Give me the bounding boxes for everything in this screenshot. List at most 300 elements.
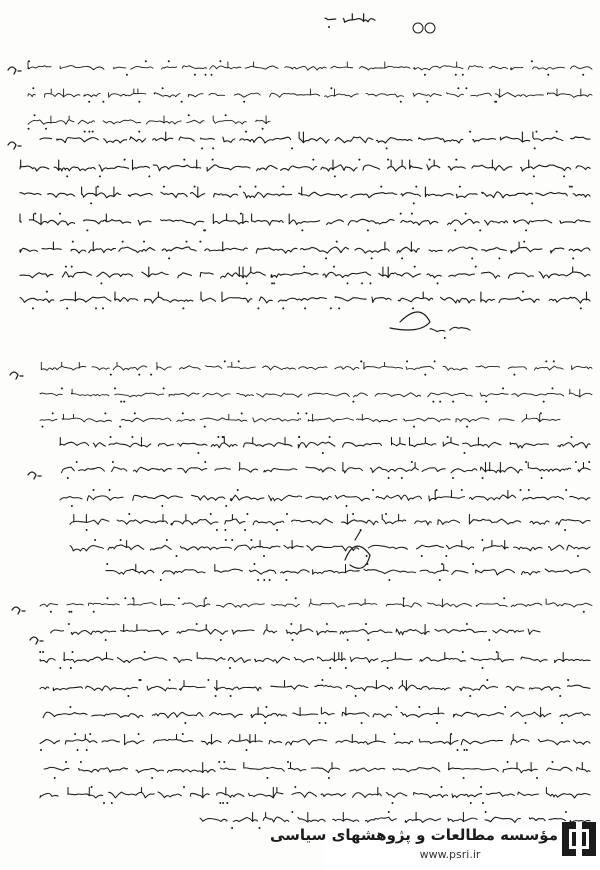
ink-dot	[481, 539, 483, 541]
answer-3-line	[44, 763, 590, 773]
ink-dot	[466, 749, 468, 751]
ink-dot	[520, 489, 522, 491]
ink-dot	[571, 436, 573, 438]
ink-dot	[392, 802, 394, 804]
ink-dot	[68, 611, 70, 613]
ink-dot	[525, 229, 527, 231]
ink-dot	[184, 722, 186, 724]
ink-dot	[218, 761, 220, 763]
ink-dot	[292, 639, 294, 641]
ink-dot	[469, 131, 471, 133]
ink-dot	[441, 563, 443, 565]
answer-3-line	[51, 625, 540, 636]
ink-dot	[553, 360, 555, 362]
ink-dot	[547, 74, 549, 76]
signature-flourish	[345, 530, 370, 568]
ink-dot	[498, 257, 500, 259]
ink-dot	[88, 131, 90, 133]
ink-dot	[86, 229, 88, 231]
section-marker-question	[10, 372, 23, 379]
ink-dot	[475, 266, 477, 268]
ink-dot	[439, 579, 441, 581]
ink-dot	[582, 74, 584, 76]
ink-dot	[59, 213, 61, 215]
ink-dot	[105, 639, 107, 641]
section-marker-answer	[8, 142, 21, 149]
ink-dot	[462, 74, 464, 76]
ink-dot	[575, 461, 577, 463]
ink-dot	[161, 505, 163, 507]
ink-dot	[86, 529, 88, 531]
ink-dot	[386, 147, 388, 149]
ink-dot	[287, 761, 289, 763]
ink-dot	[239, 186, 241, 188]
ink-dot	[61, 387, 63, 389]
ink-dot	[436, 722, 438, 724]
ink-dot	[126, 74, 128, 76]
ink-dot	[88, 101, 90, 103]
ink-dot	[439, 401, 441, 403]
ink-dot	[94, 539, 96, 541]
ink-dot	[223, 761, 225, 763]
ink-dot	[166, 539, 168, 541]
ink-dot	[305, 412, 307, 414]
ink-dot	[387, 159, 389, 161]
ink-dot	[222, 802, 224, 804]
section-marker-answer	[28, 472, 41, 479]
ink-dot	[371, 257, 373, 259]
ink-dot	[563, 175, 565, 177]
ink-dot	[282, 186, 284, 188]
page-number-marks	[413, 23, 423, 33]
ink-dot	[461, 489, 463, 491]
ink-dot	[127, 695, 129, 697]
answer-2-line	[60, 438, 590, 449]
ink-dot	[479, 229, 481, 231]
answer-3-line	[40, 788, 590, 799]
ink-dot	[45, 128, 47, 130]
ink-dot	[160, 579, 162, 581]
page-header	[325, 14, 375, 22]
ink-dot	[128, 513, 130, 515]
ink-dot	[486, 679, 488, 681]
ink-dot	[132, 597, 134, 599]
ink-dot	[138, 679, 140, 681]
question-2-line	[40, 414, 560, 422]
ink-dot	[238, 360, 240, 362]
ink-dot	[388, 477, 390, 479]
ink-dot	[42, 651, 44, 653]
ink-dot	[436, 489, 438, 491]
ink-dot	[400, 101, 402, 103]
ink-dot	[328, 777, 330, 779]
ink-dot	[219, 60, 221, 62]
ink-dot	[298, 436, 300, 438]
ink-dot	[163, 186, 165, 188]
ink-dot	[361, 722, 363, 724]
ink-dot	[401, 257, 403, 259]
ink-dot	[463, 749, 465, 751]
ink-dot	[84, 131, 86, 133]
ink-dot	[226, 802, 228, 804]
signature-flourish	[390, 312, 430, 330]
ink-dot	[494, 101, 496, 103]
ink-dot	[32, 307, 34, 309]
ink-dot	[455, 159, 457, 161]
ink-dot	[69, 706, 71, 708]
ink-dot	[225, 114, 227, 116]
answer-3-line	[40, 653, 590, 664]
ink-dot	[67, 477, 69, 479]
ink-dot	[358, 159, 360, 161]
ink-dot	[367, 229, 369, 231]
ink-dot	[205, 597, 207, 599]
ink-dot	[66, 307, 68, 309]
ink-dot	[188, 114, 190, 116]
ink-dot	[71, 505, 73, 507]
ink-dot	[201, 147, 203, 149]
ink-dot	[291, 811, 293, 813]
ink-dot	[138, 131, 140, 133]
ink-dot	[361, 282, 363, 284]
ink-dot	[243, 101, 245, 103]
ink-dot	[522, 291, 524, 293]
ink-dot	[169, 679, 171, 681]
ink-dot	[216, 529, 218, 531]
ink-dot	[222, 436, 224, 438]
ink-dot	[577, 555, 579, 557]
ink-dot	[556, 131, 558, 133]
ink-dot	[282, 307, 284, 309]
ink-dot	[388, 579, 390, 581]
ink-dot	[295, 597, 297, 599]
ink-dot	[80, 761, 82, 763]
ink-dot	[424, 374, 426, 376]
ink-dot	[326, 623, 328, 625]
ink-dot	[225, 539, 227, 541]
ink-dot	[59, 667, 61, 669]
ink-dot	[178, 597, 180, 599]
page-number-marks	[425, 23, 435, 33]
ink-dot	[565, 811, 567, 813]
ink-dot	[231, 827, 233, 829]
ink-dot	[151, 777, 153, 779]
ink-dot	[253, 563, 255, 565]
ink-dot	[90, 202, 92, 204]
ink-dot	[528, 489, 530, 491]
ink-dot	[186, 241, 188, 243]
ink-dot	[72, 651, 74, 653]
ink-dot	[100, 282, 102, 284]
ink-dot	[230, 695, 232, 697]
ink-dot	[355, 695, 357, 697]
ink-dot	[333, 266, 335, 268]
ink-dot	[466, 426, 468, 428]
ink-dot	[424, 74, 426, 76]
ink-dot	[552, 387, 554, 389]
ink-dot	[297, 412, 299, 414]
answer-1-line	[40, 132, 590, 143]
ink-dot	[415, 186, 417, 188]
ink-dot	[266, 777, 268, 779]
ink-dot	[71, 266, 73, 268]
ink-dot	[112, 461, 114, 463]
ink-dot	[328, 26, 330, 28]
answer-3-line	[43, 708, 590, 718]
ink-dot	[445, 555, 447, 557]
ink-dot	[482, 477, 484, 479]
ink-dot	[471, 257, 473, 259]
ink-dot	[480, 786, 482, 788]
ink-dot	[255, 186, 257, 188]
ink-dot	[273, 282, 275, 284]
ink-dot	[246, 282, 248, 284]
ink-dot	[229, 667, 231, 669]
ink-dot	[123, 401, 125, 403]
ink-dot	[503, 597, 505, 599]
answer-2-line	[70, 515, 590, 526]
ink-dot	[290, 623, 292, 625]
ink-dot	[531, 202, 533, 204]
ink-dot	[432, 401, 434, 403]
ink-dot	[304, 307, 306, 309]
ink-dot	[107, 597, 109, 599]
ink-dot	[482, 802, 484, 804]
ink-dot	[580, 307, 582, 309]
ink-dot	[465, 213, 467, 215]
ink-dot	[42, 426, 44, 428]
answer-2-line	[62, 463, 590, 473]
ink-dot	[276, 529, 278, 531]
section-marker-question	[12, 607, 25, 614]
ink-dot	[77, 749, 79, 751]
ink-dot	[454, 229, 456, 231]
ink-dot	[138, 374, 140, 376]
ink-dot	[452, 401, 454, 403]
ink-dot	[531, 60, 533, 62]
ink-dot	[507, 761, 509, 763]
ink-dot	[346, 505, 348, 507]
ink-dot	[237, 489, 239, 491]
ink-dot	[124, 597, 126, 599]
ink-dot	[168, 257, 170, 259]
ink-dot	[194, 186, 196, 188]
ink-dot	[207, 679, 209, 681]
ink-dot	[472, 563, 474, 565]
ink-dot	[452, 477, 454, 479]
ink-dot	[504, 706, 506, 708]
ink-dot	[199, 241, 201, 243]
ink-dot	[76, 461, 78, 463]
ink-dot	[212, 159, 214, 161]
ink-dot	[211, 74, 213, 76]
ink-dot	[106, 563, 108, 565]
ink-dot	[534, 147, 536, 149]
ink-dot	[286, 513, 288, 515]
answer-2-line	[60, 491, 590, 501]
ink-dot	[217, 436, 219, 438]
ink-dot	[513, 374, 515, 376]
ink-dot	[271, 282, 273, 284]
ink-dot	[536, 777, 538, 779]
ink-dot	[54, 777, 56, 779]
ink-dot	[263, 579, 265, 581]
ink-dot	[588, 461, 590, 463]
section-marker-answer	[30, 637, 43, 644]
ink-dot	[330, 87, 332, 89]
ink-dot	[134, 412, 136, 414]
ink-dot	[74, 733, 76, 735]
ink-dot	[322, 452, 324, 454]
ink-dot	[138, 101, 140, 103]
ink-dot	[567, 679, 569, 681]
ink-dot	[291, 147, 293, 149]
ink-dot	[245, 131, 247, 133]
ink-dot	[65, 761, 67, 763]
ink-dot	[545, 360, 547, 362]
answer-1-line	[20, 267, 590, 278]
answer-2-line	[106, 565, 590, 576]
watermark-organization: مؤسسه مطالعات و پژوهشهای سیاسی	[269, 826, 558, 844]
ink-dot	[329, 436, 331, 438]
ink-dot	[182, 307, 184, 309]
answer-2-line	[70, 541, 590, 552]
ink-dot	[122, 241, 124, 243]
ink-dot	[203, 229, 205, 231]
ink-dot	[301, 229, 303, 231]
answer-1-signoff	[430, 327, 470, 331]
ink-dot	[114, 387, 116, 389]
ink-dot	[40, 749, 42, 751]
ink-dot	[257, 307, 259, 309]
ink-dot	[28, 128, 30, 130]
ink-dot	[401, 477, 403, 479]
ink-dot	[93, 489, 95, 491]
ink-dot	[418, 706, 420, 708]
ink-dot	[65, 266, 67, 268]
ink-dot	[334, 175, 336, 177]
ink-dot	[110, 374, 112, 376]
question-3-line	[40, 599, 592, 607]
ink-dot	[396, 706, 398, 708]
ink-dot	[330, 307, 332, 309]
ink-dot	[403, 597, 405, 599]
ink-dot	[225, 505, 227, 507]
ink-dot	[246, 749, 248, 751]
ink-dot	[496, 651, 498, 653]
ink-dot	[413, 426, 415, 428]
ink-dot	[204, 461, 206, 463]
ink-dot	[50, 611, 52, 613]
ink-dot	[39, 651, 41, 653]
ink-dot	[412, 307, 414, 309]
ink-dot	[564, 529, 566, 531]
ink-dot	[329, 667, 331, 669]
ink-dot	[70, 611, 72, 613]
ink-dot	[89, 733, 91, 735]
ink-dot	[413, 202, 415, 204]
ink-dot	[485, 401, 487, 403]
ink-dot	[366, 555, 368, 557]
ink-dot	[262, 128, 264, 130]
ink-dot	[181, 101, 183, 103]
ink-dot	[111, 802, 113, 804]
ink-dot	[463, 777, 465, 779]
ink-dot	[93, 611, 95, 613]
ink-dot	[104, 412, 106, 414]
ink-dot	[325, 722, 327, 724]
ink-dot	[462, 651, 464, 653]
ink-dot	[441, 786, 443, 788]
ink-dot	[387, 667, 389, 669]
ink-dot	[120, 539, 122, 541]
ink-dot	[219, 802, 221, 804]
ink-dot	[540, 412, 542, 414]
ink-dot	[294, 786, 296, 788]
ink-dot	[434, 360, 436, 362]
ink-dot	[163, 387, 165, 389]
ink-dot	[91, 786, 93, 788]
ink-dot	[95, 307, 97, 309]
ink-dot	[465, 87, 467, 89]
ink-dot	[380, 186, 382, 188]
ink-dot	[259, 827, 261, 829]
ink-dot	[347, 639, 349, 641]
question-2-line	[41, 362, 592, 370]
ink-dot	[367, 639, 369, 641]
ink-dot	[212, 147, 214, 149]
ink-dot	[92, 131, 94, 133]
ink-dot	[86, 749, 88, 751]
ink-dot	[485, 811, 487, 813]
ink-dot	[241, 412, 243, 414]
ink-dot	[455, 74, 457, 76]
ink-dot	[215, 695, 217, 697]
ink-dot	[385, 513, 387, 515]
ink-dot	[244, 529, 246, 531]
ink-dot	[583, 611, 585, 613]
section-marker-question	[8, 67, 21, 74]
ink-dot	[388, 811, 390, 813]
question-1-line	[28, 62, 592, 70]
answer-3-line	[40, 735, 590, 745]
ink-dot	[319, 722, 321, 724]
ink-dot	[150, 374, 152, 376]
ink-dot	[525, 461, 527, 463]
ink-dot	[220, 639, 222, 641]
ink-dot	[224, 529, 226, 531]
ink-dot	[411, 213, 413, 215]
ink-dot	[414, 266, 416, 268]
ink-dot	[210, 513, 212, 515]
ink-dot	[466, 623, 468, 625]
ink-dot	[502, 387, 504, 389]
ink-dot	[488, 639, 490, 641]
ink-dot	[196, 623, 198, 625]
ink-dot	[183, 786, 185, 788]
ink-dot	[536, 131, 538, 133]
ink-dot	[99, 175, 101, 177]
ink-dot	[543, 401, 545, 403]
ink-dot	[168, 60, 170, 62]
ink-dot	[52, 412, 54, 414]
ink-dot	[470, 802, 472, 804]
ink-dot	[482, 667, 484, 669]
answer-1-line	[20, 160, 590, 171]
ink-dot	[561, 722, 563, 724]
ink-dot	[72, 241, 74, 243]
answer-1-line	[20, 292, 590, 303]
